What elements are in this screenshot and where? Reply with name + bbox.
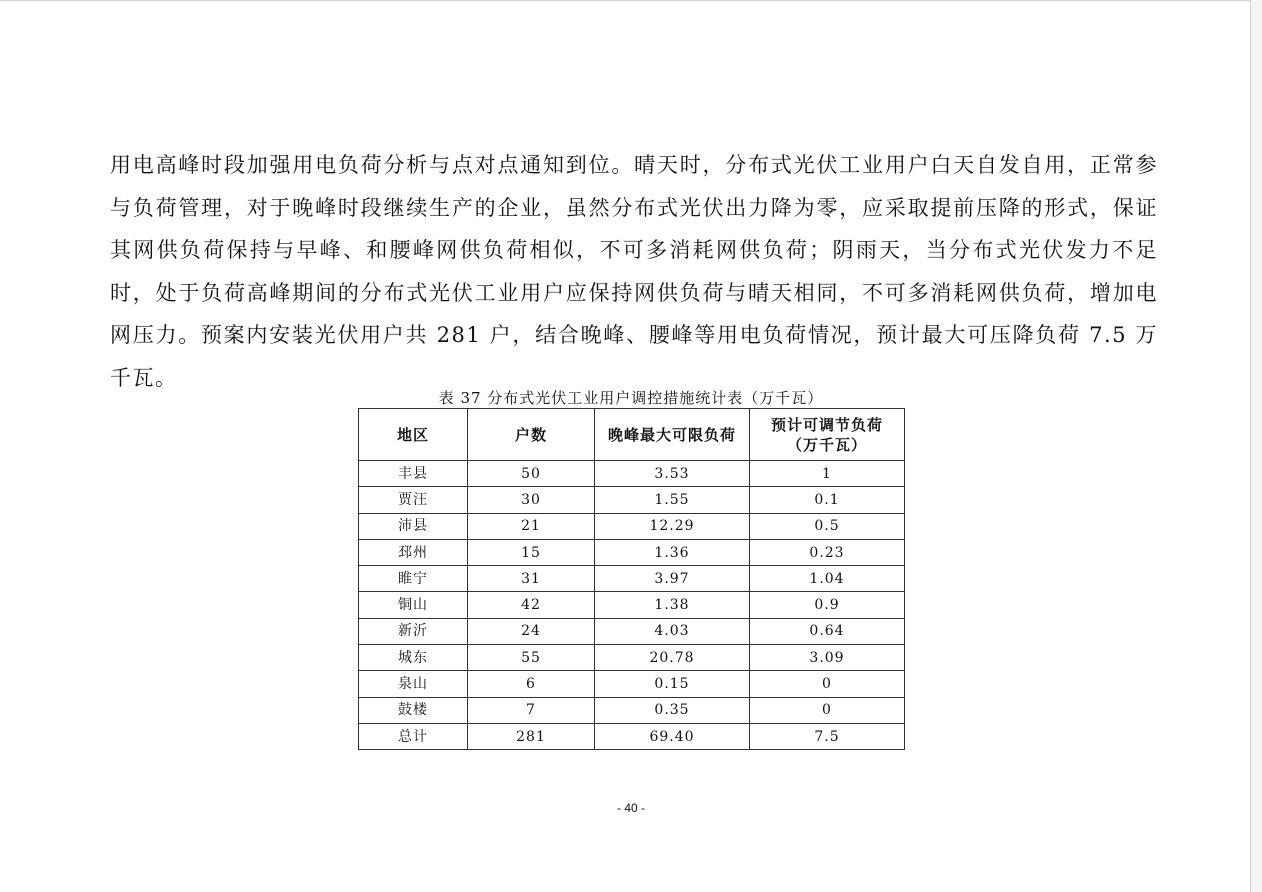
table-row — [359, 461, 905, 487]
table-row — [359, 539, 905, 565]
table-header-row — [359, 409, 905, 461]
cell-region: 邳州 — [359, 539, 468, 565]
cell-evening-peak: 3.97 — [595, 566, 750, 592]
stats-table — [358, 408, 905, 750]
cell-adjustable: 0.5 — [750, 513, 905, 539]
cell-region: 城东 — [359, 645, 468, 671]
page-number: - 40 - — [616, 801, 645, 815]
cell-evening-peak: 69.40 — [595, 723, 750, 749]
cell-count: 24 — [468, 618, 595, 644]
header-adjustable — [750, 409, 905, 461]
cell-region: 丰县 — [359, 461, 468, 487]
header-adjustable-line1: 预计可调节负荷 — [770, 415, 883, 434]
cell-adjustable: 0.1 — [750, 487, 905, 513]
cell-adjustable: 0.9 — [750, 592, 905, 618]
cell-region: 沛县 — [359, 513, 468, 539]
cell-region: 铜山 — [359, 592, 468, 618]
cell-region: 睢宁 — [359, 566, 468, 592]
header-region: 地区 — [359, 409, 468, 461]
table-caption: 表 37 分布式光伏工业用户调控措施统计表（万千瓦） — [438, 389, 824, 407]
cell-region: 贾汪 — [359, 487, 468, 513]
table-row — [359, 723, 905, 749]
table-row — [359, 618, 905, 644]
header-count: 户数 — [468, 409, 595, 461]
table-row — [359, 487, 905, 513]
table-row — [359, 592, 905, 618]
cell-evening-peak: 1.38 — [595, 592, 750, 618]
table-row — [359, 566, 905, 592]
cell-evening-peak: 1.36 — [595, 539, 750, 565]
cell-count: 30 — [468, 487, 595, 513]
table-row — [359, 697, 905, 723]
cell-count: 6 — [468, 671, 595, 697]
page-shadow — [1251, 0, 1262, 892]
page-edge-top — [0, 0, 1250, 1]
header-adjustable-line2: （万千瓦） — [786, 435, 867, 454]
body-paragraph: 用电高峰时段加强用电负荷分析与点对点通知到位。晴天时，分布式光伏工业用户白天自发自用，正常参与负荷管理，对于晚峰时段继续生产的企业，虽然分布式光伏出力降为零，应采取提前压降的形式，保证其网供负荷保持与早峰、和腰峰网供负荷相似，不可多消耗网供负荷；阴雨天，当分布式光伏发力不足时，处于负荷高峰期间的分布式光伏工业用户应保持网供负荷与晴天相同，不可多消耗网供负荷，增加电网压力。预案内安装光伏用户共 281 户，结合晚峰、腰峰等用电负荷情况，预计最大可压降负荷 7.5 万千瓦。 — [110, 153, 1158, 390]
cell-evening-peak: 4.03 — [595, 618, 750, 644]
cell-evening-peak: 0.15 — [595, 671, 750, 697]
cell-region: 新沂 — [359, 618, 468, 644]
cell-evening-peak: 20.78 — [595, 645, 750, 671]
cell-evening-peak: 3.53 — [595, 461, 750, 487]
cell-adjustable: 1.04 — [750, 566, 905, 592]
cell-count: 21 — [468, 513, 595, 539]
header-evening-peak: 晚峰最大可限负荷 — [595, 409, 750, 461]
cell-adjustable: 0 — [750, 671, 905, 697]
cell-count: 15 — [468, 539, 595, 565]
cell-evening-peak: 1.55 — [595, 487, 750, 513]
cell-adjustable: 7.5 — [750, 723, 905, 749]
cell-adjustable: 0.23 — [750, 539, 905, 565]
table-row — [359, 671, 905, 697]
cell-adjustable: 0 — [750, 697, 905, 723]
cell-count: 55 — [468, 645, 595, 671]
table-row — [359, 513, 905, 539]
cell-adjustable: 0.64 — [750, 618, 905, 644]
cell-region: 鼓楼 — [359, 697, 468, 723]
cell-region: 泉山 — [359, 671, 468, 697]
cell-evening-peak: 0.35 — [595, 697, 750, 723]
cell-region: 总计 — [359, 723, 468, 749]
cell-count: 31 — [468, 566, 595, 592]
cell-count: 50 — [468, 461, 595, 487]
cell-adjustable: 1 — [750, 461, 905, 487]
table-row — [359, 645, 905, 671]
cell-evening-peak: 12.29 — [595, 513, 750, 539]
cell-count: 7 — [468, 697, 595, 723]
cell-count: 281 — [468, 723, 595, 749]
cell-adjustable: 3.09 — [750, 645, 905, 671]
cell-count: 42 — [468, 592, 595, 618]
table-body — [359, 461, 905, 750]
